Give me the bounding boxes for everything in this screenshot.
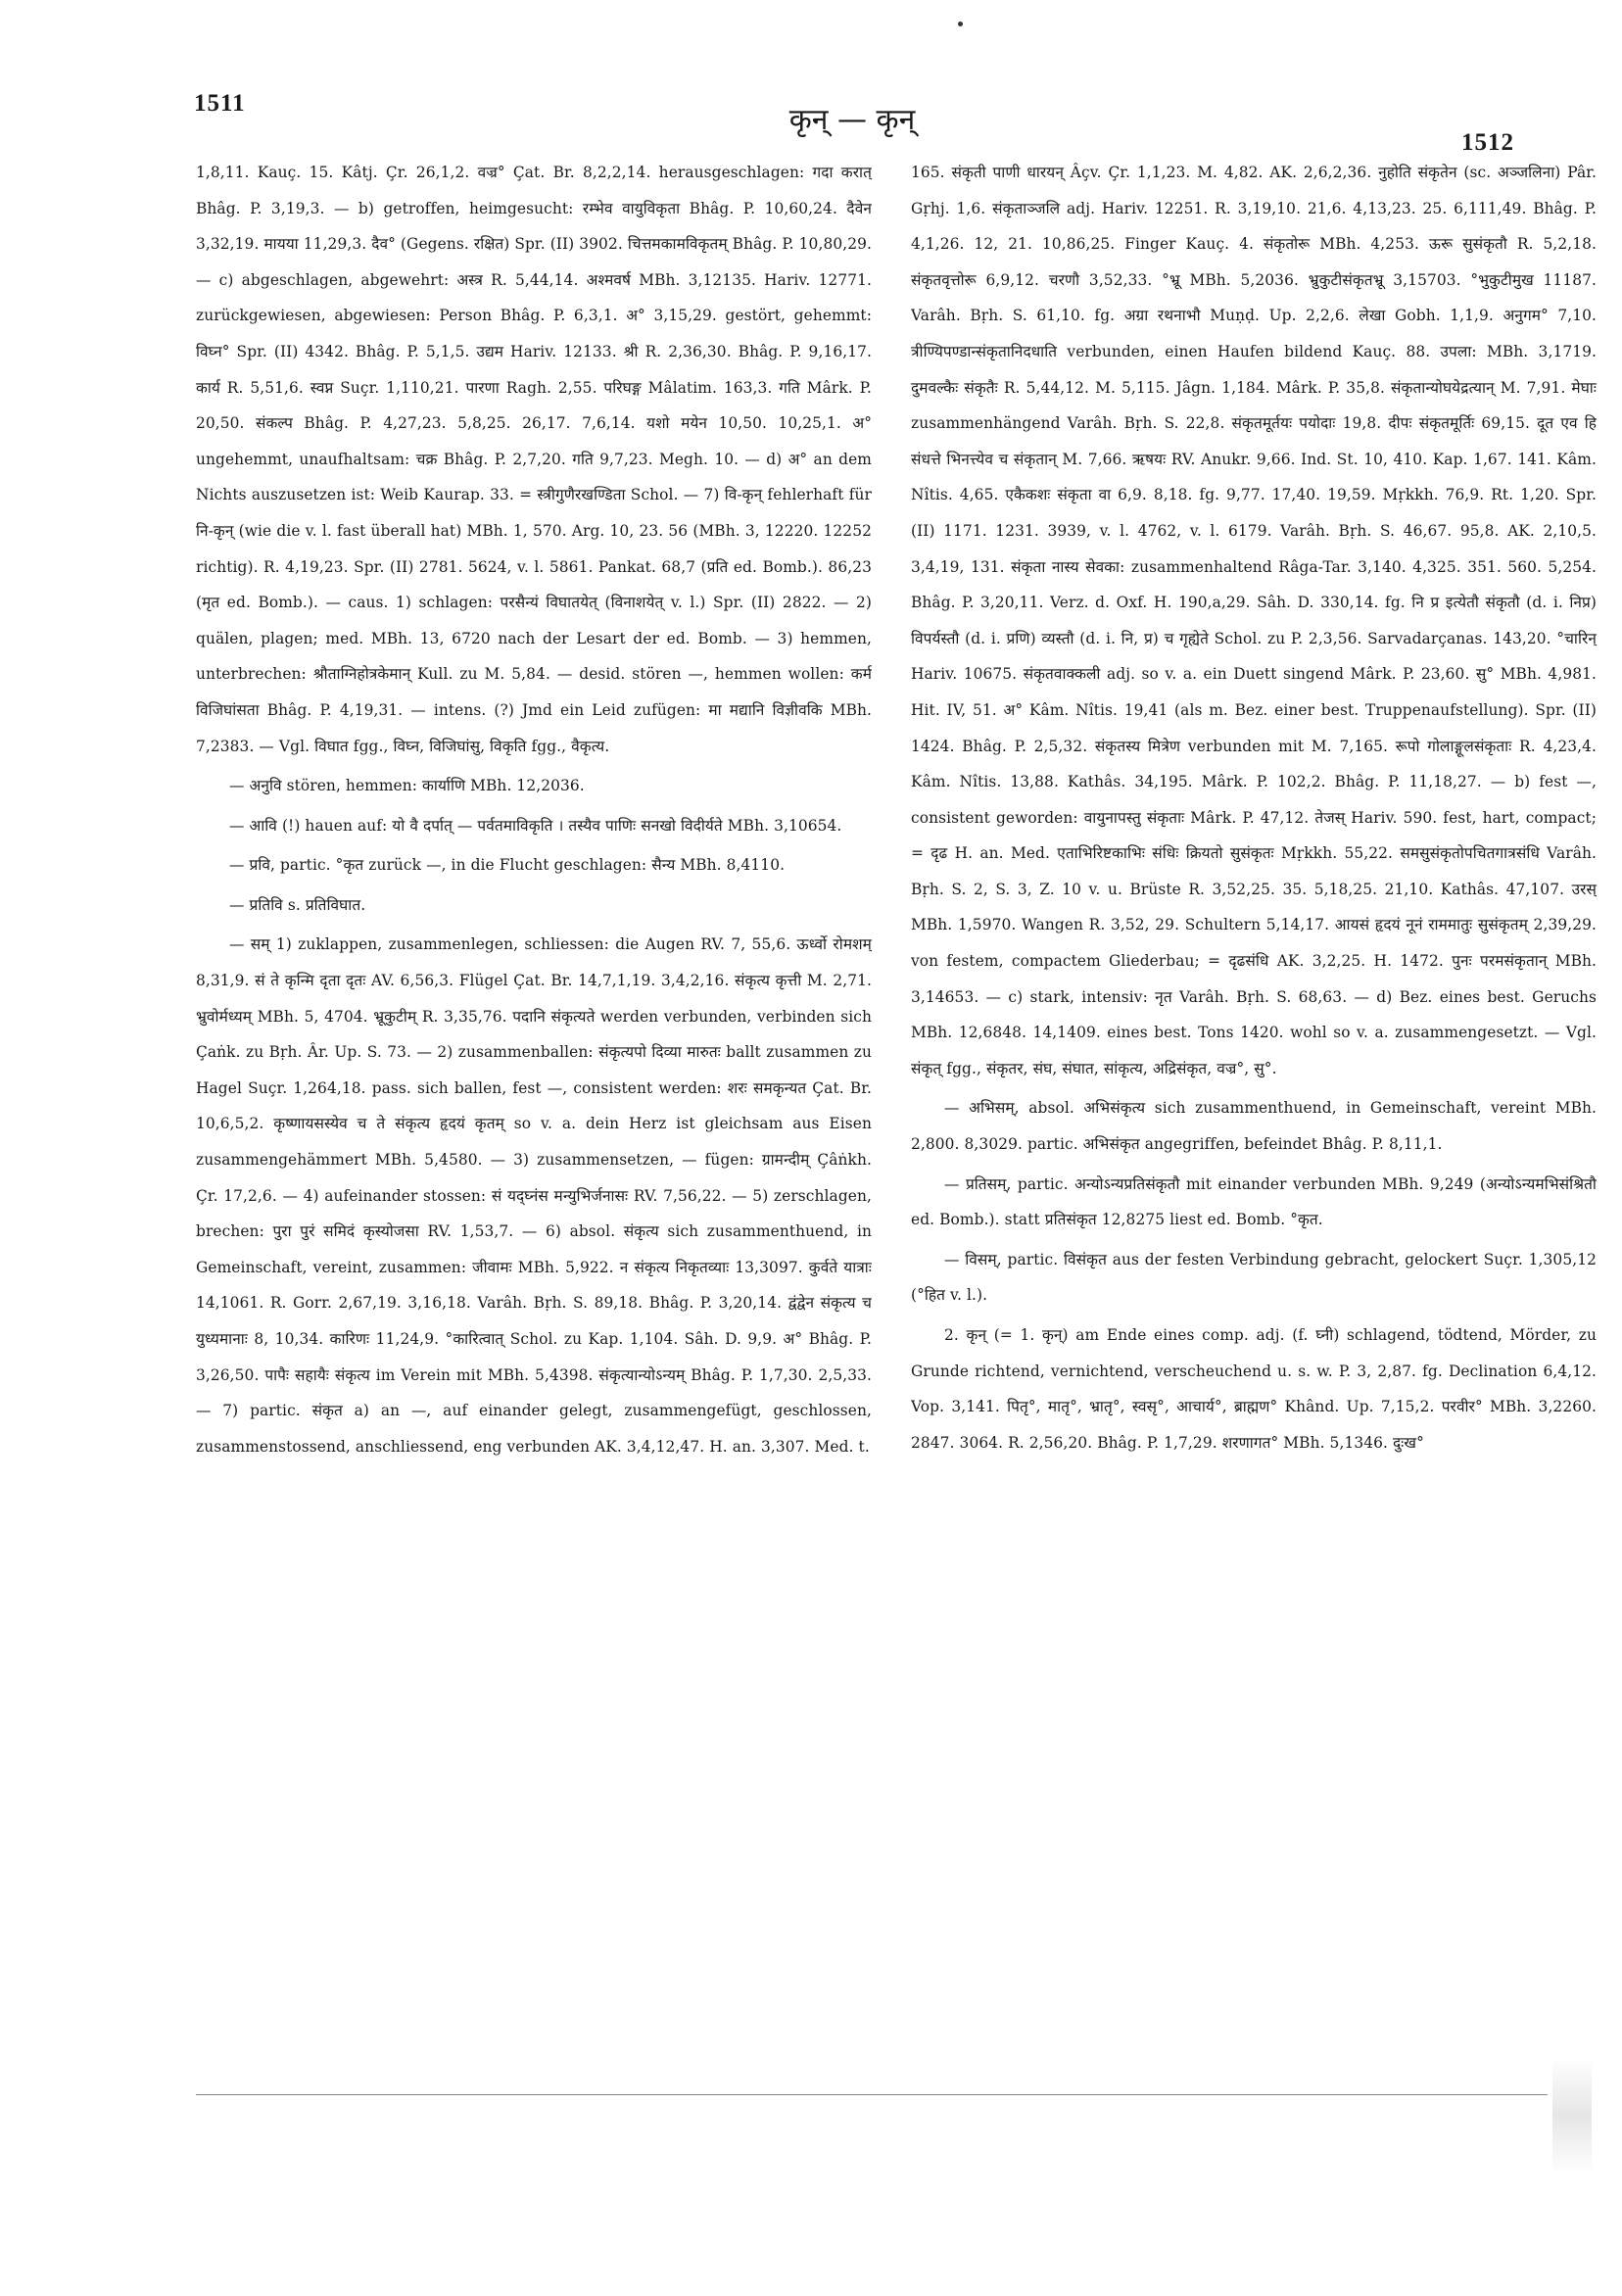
subentry-prativi: — प्रतिवि s. प्रतिविघात. bbox=[229, 895, 366, 914]
entry-krn-2: 2. कृन् (= 1. कृन्) am Ende eines comp. adj. (f. घ्नी) schlagend, tödtend, Mörder, zu Grunde richtend, vernichtend, verscheuchend u. s. w. P. 3, 2,87. fg. Declination 6,4,12. Vop. 3,141. पितृ°, मातृ°, भ्रातृ°, स्वसृ°, आचार्य°, ब्राह्मण° Khând. Up. 7,15,2. परवीर° MBh. 3,2260. 2847. 3064. R. 2,56,20. Bhâg. P. 1,7,29. शरणागत° MBh. 5,1346. दुःख° bbox=[911, 1326, 1597, 1452]
subentry-abhisam: — अभिसम्, absol. अभिसंकृत्य sich zusammenthuend, in Gemeinschaft, vereint MBh. 2,800. 8,3029. partic. अभिसंकृत angegriffen, befeindet Bhâg. P. 8,11,1. bbox=[911, 1099, 1597, 1154]
right-column bbox=[911, 155, 1597, 2035]
subentry-anuvi: — अनुवि stören, hemmen: कार्याणि MBh. 12,2036. bbox=[229, 777, 585, 795]
bottom-rule bbox=[196, 2094, 1548, 2095]
subentry-pratisam: — प्रतिसम्, partic. अन्योऽन्यप्रतिसंकृतौ mit einander verbunden MBh. 9,249 (अन्योऽन्यमभिसंश्रितौ ed. Bomb.). statt प्रतिसंकृत 12,8275 liest ed. Bomb. °कृत. bbox=[911, 1174, 1597, 1229]
subentry-visam: — विसम्, partic. विसंकृत aus der festen Verbindung gebracht, gelockert Suçr. 1,305,12 (°हित v. l.). bbox=[911, 1250, 1597, 1305]
subentry-sam: — सम् 1) zuklappen, zusammenlegen, schliessen: die Augen RV. 7, 55,6. ऊर्ध्वो रोमशम् 8,31,9. सं ते कृन्मि दृता दृतः AV. 6,56,3. Flügel Çat. Br. 14,7,1,19. 3,4,2,16. संकृत्य कृत्ती M. 2,71. भ्रुवोर्मध्यम् MBh. 5, 4704. भ्रूकुटीम् R. 3,35,76. पदानि संकृत्यते werden verbunden, verbinden sich Çaṅk. zu Bṛh. Âr. Up. S. 73. — 2) zusammenballen: संकृत्यपो दिव्या मारुतः ballt zusammen zu Hagel Suçr. 1,264,18. pass. sich ballen, fest —, consistent werden: शरः समकृन्यत Çat. Br. 10,6,5,2. कृष्णायसस्येव च ते संकृत्य हृदयं कृतम् so v. a. dein Herz ist gleichsam aus Eisen zusammengehämmert MBh. 5,4580. — 3) zusammensetzen, — fügen: ग्रामन्दीम् Çâṅkh. Çr. 17,2,6. — 4) aufeinander stossen: सं यद्घ्नंस मन्युभिर्जनासः RV. 7,56,22. — 5) zerschlagen, brechen: पुरा पुरं समिदं कृस्योजसा RV. 1,53,7. — 6) absol. संकृत्य sich zusammenthuend, in Gemeinschaft, vereint, zusammen: जीवामः MBh. 5,922. न संकृत्य निकृतव्याः 13,3097. कुर्वते यात्राः 14,1061. R. Gorr. 2,67,19. 3,16,18. Varâh. Bṛh. S. 89,18. Bhâg. P. 3,20,14. द्वंद्वेन संकृत्य च युध्यमानाः 8, 10,34. कारिणः 11,24,9. °कारित्वात् Schol. zu Kap. 1,104. Sâh. D. 9,9. अ° Bhâg. P. 3,26,50. पापैः सहायैः संकृत्य im Verein mit MBh. 5,4398. संकृत्यान्योऽन्यम् Bhâg. P. 1,7,30. 2,5,33. — 7) partic. संकृत a) an —, auf einander gelegt, zusammengefügt, geschlossen, zusammenstossend, anschliessend, eng verbunden AK. 3,4,12,47. H. an. 3,307. Med. t. bbox=[196, 935, 872, 1456]
entry-paragraph: 165. संकृती पाणी धारयन् Âçv. Çr. 1,1,23. M. 4,82. AK. 2,6,2,36. नुहोति संकृतेन (sc. अञ्जलिना) Pâr. Gṛhj. 1,6. संकृताञ्जलि adj. Hariv. 12251. R. 3,19,10. 21,6. 4,13,23. 25. 6,111,49. Bhâg. P. 4,1,26. 12, 21. 10,86,25. Finger Kauç. 4. संकृतोरू MBh. 4,253. ऊरू सुसंकृतौ R. 5,2,18. संकृतवृत्तोरू 6,9,12. चरणौ 3,52,33. °भ्रू MBh. 5,2036. भ्रुकुटीसंकृतभ्रू 3,15703. °भुकुटीमुख 11187. Varâh. Bṛh. S. 61,10. fg. अग्रा रथनाभौ Muṇḍ. Up. 2,2,6. लेखा Gobh. 1,1,9. अनुगम° 7,10. त्रीण्यिपण्डान्संकृतानिदधाति verbunden, einen Haufen bildend Kauç. 88. उपला: MBh. 3,1719. दुमवल्कैः संकृतैः R. 5,44,12. M. 5,115. Jâgn. 1,184. Mârk. P. 35,8. संकृतान्योघयेद्रत्यान् M. 7,91. मेघाः zusammenhängend Varâh. Bṛh. S. 22,8. संकृतमूर्तयः पयोदाः 19,8. दीपः संकृतमूर्तिः 69,15. दूत एव हि संधत्ते भिनत्त्येव च संकृतान् M. 7,66. ऋषयः RV. Anukr. 9,66. Ind. St. 10, 410. Kap. 1,67. 141. Kâm. Nîtis. 4,65. एकैकशः संकृता वा 6,9. 8,18. fg. 9,77. 17,40. 19,59. Mṛkkh. 76,9. Rt. 1,20. Spr. (II) 1171. 1231. 3939, v. l. 4762, v. l. 6179. Varâh. Bṛh. S. 46,67. 95,8. AK. 2,10,5. 3,4,19, 131. संकृता नास्य सेवका: zusammenhaltend Râga-Tar. 3,140. 4,325. 351. 560. 5,254. Bhâg. P. 3,20,11. Verz. d. Oxf. H. 190,a,29. Sâh. D. 330,14. fg. नि प्र इत्येतौ संकृतौ (d. i. निप्र) विपर्यस्तौ (d. i. प्रणि) व्यस्तौ (d. i. नि, प्र) च गृह्येते Schol. zu P. 2,3,56. Sarvadarçanas. 143,20. °चारिन् Hariv. 10675. संकृतवाक्कली adj. so v. a. ein Duett singend Mârk. P. 23,60. सु° MBh. 4,981. Hit. IV, 51. अ° Kâm. Nîtis. 19,41 (als m. Bez. einer best. Truppenaufstellung). Spr. (II) 1424. Bhâg. P. 2,5,32. संकृतस्य मित्रेण verbunden mit M. 7,165. रूपो गोलाङ्गूलसंकृताः R. 4,23,4. Kâm. Nîtis. 13,88. Kathâs. 34,195. Mârk. P. 102,2. Bhâg. P. 11,18,27. — b) fest —, consistent geworden: वायुनापस्तु संकृताः Mârk. P. 47,12. तेजस् Hariv. 590. fest, hart, compact; = दृढ H. an. Med. एताभिरिष्टकाभिः संधिः क्रियतो सुसंकृतः Mṛkkh. 55,22. समसुसंकृतोपचितगात्रसंधि Varâh. Bṛh. S. 2, S. 3, Z. 10 v. u. Brüste R. 3,52,25. 35. 5,18,25. 21,10. Kathâs. 47,107. उरस् MBh. 1,5970. Wangen R. 3,52, 29. Schultern 5,14,17. आयसं हृदयं नूनं राममातुः सुसंकृतम् 2,39,29. von festem, compactem Gliederbau; = दृढसंधि AK. 3,2,25. H. 1472. पुनः परमसंकृतान् MBh. 3,14653. — c) stark, intensiv: नृत Varâh. Bṛh. S. 68,63. — d) Bez. eines best. Geruchs MBh. 12,6848. 14,1409. eines best. Tons 1420. wohl so v. a. zusammengesetzt. — Vgl. संकृत् fgg., संकृतर, संघ, संघात, सांकृत्य, अद्रिसंकृत, वज्र°, सु°. bbox=[911, 164, 1597, 1077]
subentry-avi: — आवि (!) hauen auf: यो वै दर्पात् — पर्वतमाविकृति । तस्यैव पाणिः सनखो विदीर्यते MBh. 3,10654. bbox=[229, 816, 842, 835]
running-head: कृन् — कृन् bbox=[788, 103, 916, 137]
entry-paragraph: 1,8,11. Kauç. 15. Kâtj. Çr. 26,1,2. वज्र° Çat. Br. 8,2,2,14. herausgeschlagen: गदा करात् Bhâg. P. 3,19,3. — b) getroffen, heimgesucht: रम्भेव वायुविकृता Bhâg. P. 10,60,24. दैवेन 3,32,19. मायया 11,29,3. दैव° (Gegens. रक्षित) Spr. (II) 3902. चित्तमकामविकृतम् Bhâg. P. 10,80,29. — c) abgeschlagen, abgewehrt: अस्त्र R. 5,44,14. अश्मवर्ष MBh. 3,12135. Hariv. 12771. zurückgewiesen, abgewiesen: Person Bhâg. P. 6,3,1. अ° 3,15,29. gestört, gehemmt: विघ्न° Spr. (II) 4342. Bhâg. P. 5,1,5. उद्यम Hariv. 12133. श्री R. 2,36,30. Bhâg. P. 9,16,17. कार्य R. 5,51,6. स्वप्न Suçr. 1,110,21. पारणा Ragh. 2,55. परिघङ्ग Mâlatim. 163,3. गति Mârk. P. 20,50. संकल्प Bhâg. P. 4,27,23. 5,8,25. 26,17. 7,6,14. यशो मयेन 10,50. 10,25,1. अ° ungehemmt, unaufhaltsam: चक्र Bhâg. P. 2,7,20. गति 9,7,23. Megh. 10. — d) अ° an dem Nichts auszusetzen ist: Weib Kaurap. 33. = स्त्रीगुणैरखण्डिता Schol. — 7) वि-कृन् fehlerhaft für नि-कृन् (wie die v. l. fast überall hat) MBh. 1, 570. Arg. 10, 23. 56 (MBh. 3, 12220. 12252 richtig). R. 4,19,23. Spr. (II) 2781. 5624, v. l. 5861. Pankat. 68,7 (प्रति ed. Bomb.). 86,23 (मृत ed. Bomb.). — caus. 1) schlagen: परसैन्यं विघातयेत् (विनाशयेत् v. l.) Spr. (II) 2822. — 2) quälen, plagen; med. MBh. 13, 6720 nach der Lesart der ed. Bomb. — 3) hemmen, unterbrechen: श्रौताग्निहोत्रकेमान् Kull. zu M. 5,84. — desid. stören —, hemmen wollen: कर्म विजिघांसता Bhâg. P. 4,19,31. — intens. (?) Jmd ein Leid zufügen: मा मद्यानि विज्ञीवकि MBh. 7,2383. — Vgl. विघात fgg., विघ्न, विजिघांसु, विकृति fgg., वैकृत्य. bbox=[196, 164, 872, 755]
subentry-pravi: — प्रवि, partic. °कृत zurück —, in die Flucht geschlagen: सैन्य MBh. 8,4110. bbox=[229, 856, 786, 875]
left-column bbox=[196, 155, 872, 2035]
ink-speck bbox=[958, 22, 963, 26]
left-page-number: 1511 bbox=[194, 90, 246, 117]
right-page-number: 1512 bbox=[1461, 129, 1514, 156]
scan-shadow bbox=[1552, 2057, 1592, 2175]
